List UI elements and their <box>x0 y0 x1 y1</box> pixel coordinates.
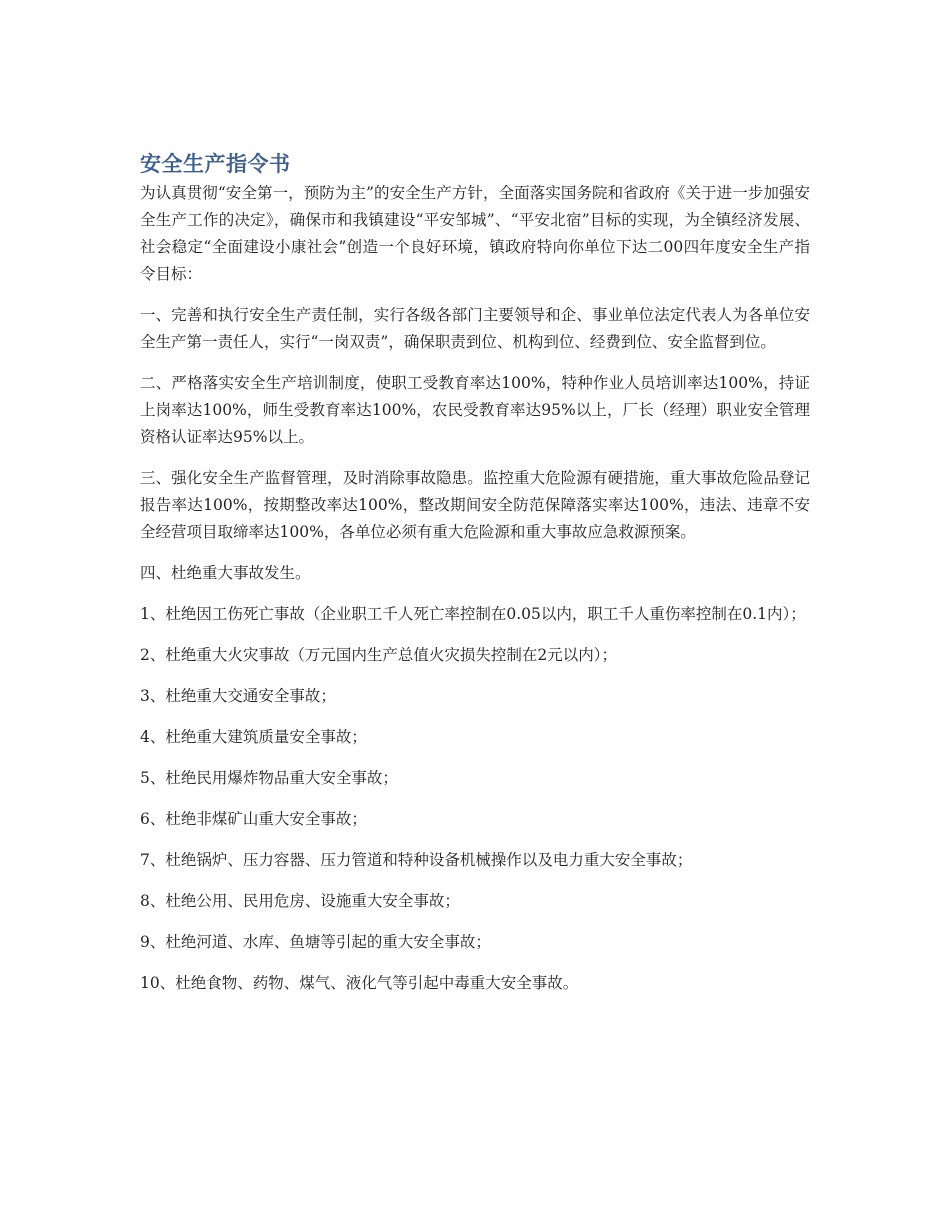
list-item-7: 7、杜绝锅炉、压力容器、压力管道和特种设备机械操作以及电力重大安全事故； <box>140 851 693 869</box>
list-item-3: 3、杜绝重大交通安全事故； <box>140 687 336 705</box>
intro-paragraph: 为认真贯彻“安全第一，预防为主”的安全生产方针，全面落实国务院和省政府《关于进一步加强安全生产工作的决定》，确保市和我镇建设“平安邹城”、“平安北宿”目标的实现，为全镇经济发展、社会稳定“全面建设小康社会”创造一个良好环境，镇政府特向你单位下达二00四年度安全生产指令目标： <box>140 184 810 283</box>
list-item-8: 8、杜绝公用、民用危房、设施重大安全事故； <box>140 892 460 910</box>
clause-4-heading: 四、杜绝重大事故发生。 <box>140 564 311 582</box>
clause-2-paragraph: 二、严格落实安全生产培训制度，使职工受教育率达100%，特种作业人员培训率达100%，持证上岗率达100%，师生受教育率达100%，农民受教育率达95%以上，厂长（经理）职业安全管理资格认证率达95%以上。 <box>140 374 810 446</box>
list-item-9: 9、杜绝河道、水库、鱼塘等引起的重大安全事故； <box>140 933 491 951</box>
list-item-1: 1、杜绝因工伤死亡事故（企业职工千人死亡率控制在0.05以内，职工千人重伤率控制在0.1内）； <box>140 605 806 623</box>
clause-1-paragraph: 一、完善和执行安全生产责任制，实行各级各部门主要领导和企、事业单位法定代表人为各单位安全生产第一责任人，实行“一岗双责”，确保职责到位、机构到位、经费到位、安全监督到位。 <box>140 306 810 351</box>
document-title: 安全生产指令书 <box>140 152 291 176</box>
list-item-4: 4、杜绝重大建筑质量安全事故； <box>140 728 367 746</box>
list-item-2: 2、杜绝重大火灾事故（万元国内生产总值火灾损失控制在2元以内）； <box>140 646 617 664</box>
list-item-6: 6、杜绝非煤矿山重大安全事故； <box>140 810 367 828</box>
list-item-5: 5、杜绝民用爆炸物品重大安全事故； <box>140 769 398 787</box>
clause-3-paragraph: 三、强化安全生产监督管理，及时消除事故隐患。监控重大危险源有硬措施，重大事故危险品登记报告率达100%，按期整改率达100%，整改期间安全防范保障落实率达100%，违法、违章不安全经营项目取缔率达100%，各单位必须有重大危险源和重大事故应急救源预案。 <box>140 469 810 541</box>
list-item-10: 10、杜绝食物、药物、煤气、液化气等引起中毒重大安全事故。 <box>140 974 579 992</box>
document-page <box>140 150 810 1011</box>
